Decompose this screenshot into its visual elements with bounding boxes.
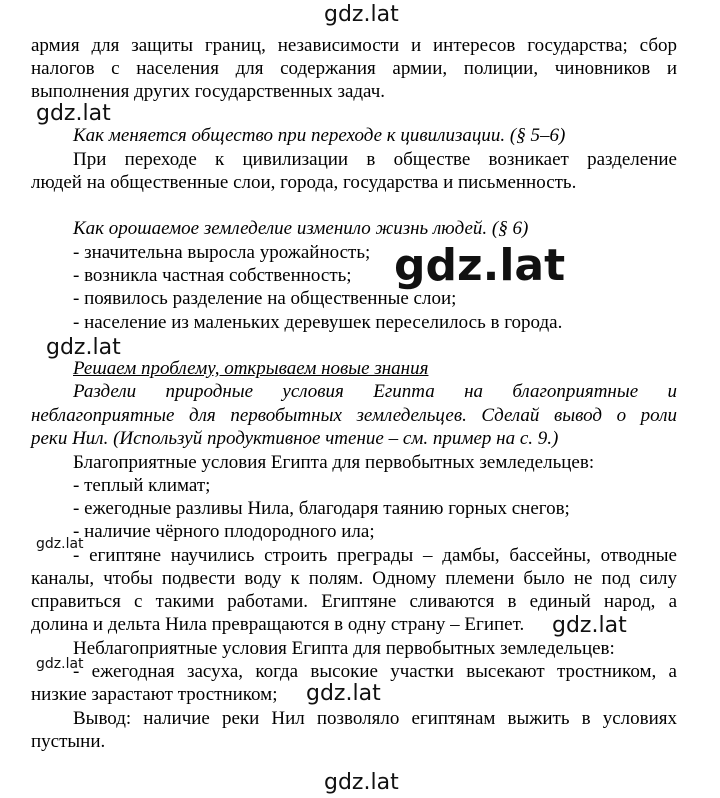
- text-line: людей на общественные слои, города, государства и письменность.: [31, 172, 577, 193]
- text-line: каналы, чтобы подвести воду к полям. Одному племени было не под силу: [31, 568, 677, 589]
- watermark-center-large: gdz.lat: [394, 240, 566, 291]
- task-text: неблагоприятные для первобытных земледельцев. Сделай вывод о роли: [31, 405, 677, 426]
- text-line: низкие зарастают тростником;: [31, 684, 278, 705]
- list-item: - теплый климат;: [73, 475, 211, 496]
- watermark-left-2: gdz.lat: [46, 335, 121, 360]
- text-line: При переходе к цивилизации в обществе возникает разделение: [73, 149, 677, 170]
- conclusion-text: пустыни.: [31, 731, 106, 752]
- text-line: Благоприятные условия Египта для первобытных земледельцев:: [73, 452, 595, 473]
- text-line: выполнения других государственных задач.: [31, 81, 386, 102]
- text-line: долина и дельта Нила превращаются в одну страну – Египет.: [31, 614, 525, 635]
- list-item: - население из маленьких деревушек переселилось в города.: [73, 312, 563, 333]
- watermark-top: gdz.lat: [324, 2, 399, 27]
- list-item: - возникла частная собственность;: [73, 265, 352, 286]
- task-heading: Решаем проблему, открываем новые знания: [73, 358, 429, 379]
- list-item: - появилось разделение на общественные слои;: [73, 288, 457, 309]
- list-item: - египтяне научились строить преграды – дамбы, бассейны, отводные: [73, 545, 677, 566]
- watermark-small-1: gdz.lat: [36, 536, 84, 552]
- watermark-mid-2: gdz.lat: [306, 681, 381, 706]
- text-line: Неблагоприятные условия Египта для первобытных земледельцев:: [73, 638, 615, 659]
- list-item: - ежегодная засуха, когда высокие участки высекают тростником, а: [73, 661, 677, 682]
- watermark-right-1: gdz.lat: [552, 613, 627, 638]
- list-item: - ежегодные разливы Нила, благодаря таянию горных снегов;: [73, 498, 570, 519]
- text-line: налогов с населения для содержания армии, полиции, чиновников и: [31, 58, 677, 79]
- text-line: армия для защиты границ, независимости и интересов государства; сбор: [31, 35, 677, 56]
- watermark-left-1: gdz.lat: [36, 101, 111, 126]
- list-item: - значительна выросла урожайность;: [73, 242, 371, 263]
- task-text: Раздели природные условия Египта на благоприятные и: [73, 381, 677, 402]
- list-item: - наличие чёрного плодородного ила;: [73, 521, 375, 542]
- task-text: реки Нил. (Используй продуктивное чтение – см. пример на с. 9.): [31, 428, 559, 449]
- watermark-bottom: gdz.lat: [324, 770, 399, 795]
- text-line: справиться с такими работами. Египтяне сливаются в единый народ, а: [31, 591, 677, 612]
- watermark-small-2: gdz.lat: [36, 656, 84, 672]
- section-heading: Как меняется общество при переходе к цивилизации. (§ 5–6): [73, 125, 566, 146]
- conclusion-text: Вывод: наличие реки Нил позволяло египтянам выжить в условиях: [73, 708, 677, 729]
- section-heading: Как орошаемое земледелие изменило жизнь людей. (§ 6): [73, 218, 529, 239]
